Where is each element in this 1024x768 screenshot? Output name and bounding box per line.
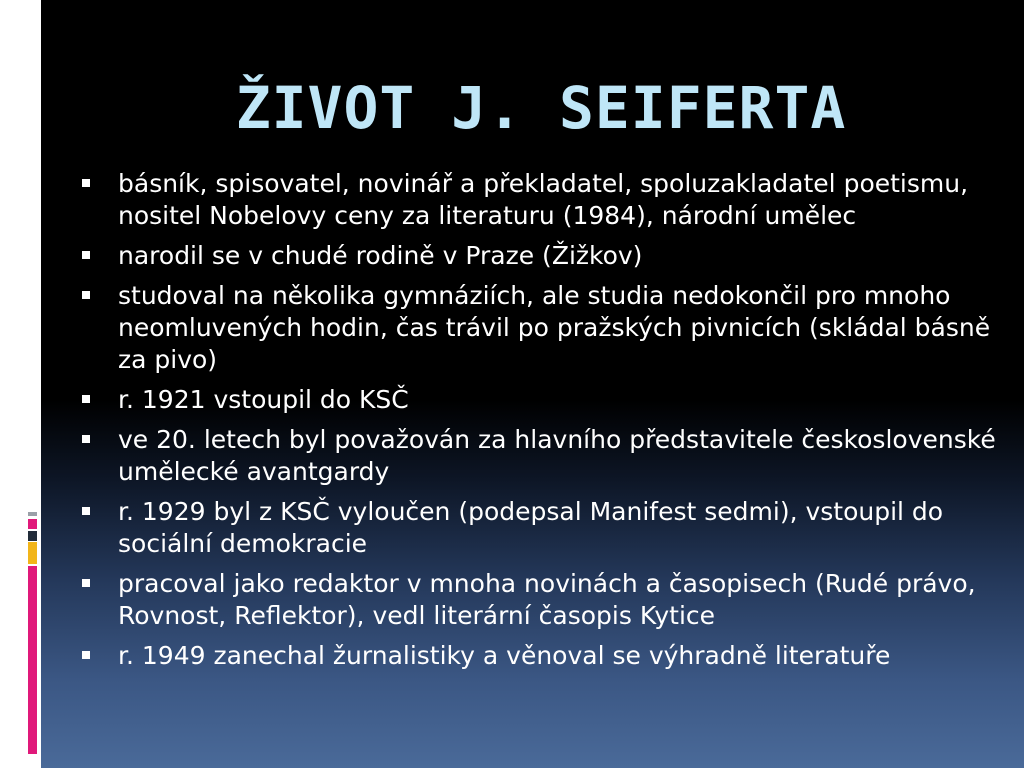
- square-bullet-icon: [82, 507, 90, 515]
- bullet-text: básník, spisovatel, novinář a překladatel, spoluzakladatel poetismu, nositel Nobelovy ceny za literaturu (1984), národní umělec: [118, 169, 969, 230]
- left-decoration-strip: [0, 0, 41, 768]
- square-bullet-icon: [82, 251, 90, 259]
- list-item: [80, 568, 1000, 632]
- square-bullet-icon: [82, 179, 90, 187]
- decorative-bar-gold: [28, 542, 37, 564]
- square-bullet-icon: [82, 395, 90, 403]
- decorative-bar-pink-long: [28, 566, 37, 754]
- square-bullet-icon: [82, 291, 90, 299]
- bullet-text: r. 1921 vstoupil do KSČ: [118, 385, 409, 414]
- slide-title: ŽIVOT J. SEIFERTA: [235, 74, 847, 142]
- bullet-text: narodil se v chudé rodině v Praze (Žižkov): [118, 241, 643, 270]
- list-item: [80, 280, 1000, 376]
- decorative-bar-pink-small: [28, 519, 37, 529]
- bullet-list: [80, 168, 1000, 680]
- list-item: [80, 168, 1000, 232]
- list-item: [80, 384, 1000, 416]
- square-bullet-icon: [82, 435, 90, 443]
- bullet-text: ve 20. letech byl považován za hlavního představitele československé umělecké avantgardy: [118, 425, 996, 486]
- list-item: [80, 496, 1000, 560]
- bullet-text: studoval na několika gymnáziích, ale studia nedokončil pro mnoho neomluvených hodin, čas trávil po pražských pivnicích (skládal básně za pivo): [118, 281, 991, 374]
- bullet-text: r. 1929 byl z KSČ vyloučen (podepsal Manifest sedmi), vstoupil do sociální demokracie: [118, 497, 944, 558]
- decorative-bar-gray: [28, 512, 37, 516]
- decorative-bar-dark: [28, 531, 37, 541]
- square-bullet-icon: [82, 651, 90, 659]
- bullet-text: pracoval jako redaktor v mnoha novinách a časopisech (Rudé právo, Rovnost, Reflektor), vedl literární časopis Kytice: [118, 569, 976, 630]
- bullet-text: r. 1949 zanechal žurnalistiky a věnoval se výhradně literatuře: [118, 641, 891, 670]
- list-item: [80, 240, 1000, 272]
- square-bullet-icon: [82, 579, 90, 587]
- list-item: [80, 424, 1000, 488]
- list-item: [80, 640, 1000, 672]
